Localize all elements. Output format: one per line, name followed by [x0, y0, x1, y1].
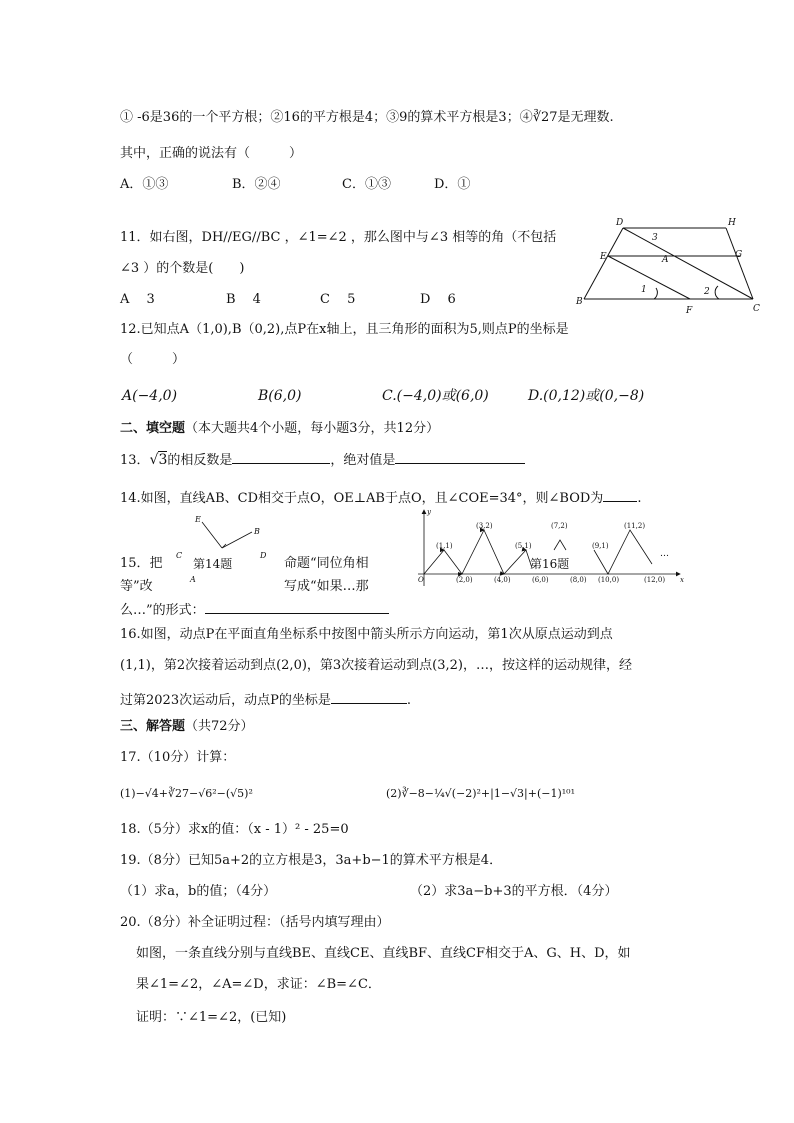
q13-blank-1[interactable] — [232, 450, 330, 464]
q18-text: 18.（5分）求x的值：（x - 1）² - 25=0 — [120, 822, 349, 837]
section-2-heading — [120, 421, 439, 437]
label-f: F — [686, 306, 693, 316]
q16-line1: 16.如图，动点P在平面直角坐标系中按图中箭头所示方向运动，第1次从原点运动到点 — [120, 627, 613, 642]
point-3-2: (3,2) — [476, 522, 493, 530]
line-ef — [608, 256, 690, 299]
line-ob — [222, 532, 252, 548]
line-db — [584, 228, 623, 299]
q15-part2: 命题“同位角相 — [284, 556, 369, 571]
q14-label-e: E — [195, 515, 201, 524]
q14-caption: 第14题 — [193, 557, 233, 571]
q11-option-b: B 4 — [226, 292, 261, 307]
label-b: B — [576, 297, 583, 307]
point-9-1: (9,1) — [592, 542, 609, 550]
q19-sub2: （2）求3a−b+3的平方根．（4分） — [410, 884, 618, 899]
q10-option-d: D．① — [434, 177, 471, 192]
label-a: A — [662, 255, 669, 265]
q10-option-c: C．①③ — [342, 177, 391, 192]
ellipsis: … — [660, 549, 669, 559]
point-1-1: (1,1) — [436, 542, 453, 550]
section-3-heading — [120, 719, 254, 735]
label-c: C — [753, 304, 760, 314]
label-g: G — [735, 250, 743, 260]
q16-coordinate-figure — [408, 506, 688, 592]
q14-blank[interactable] — [603, 488, 637, 502]
point-4-0: (4,0) — [494, 576, 511, 584]
section-3-note: （共72分） — [185, 719, 254, 734]
section-2-title: 二、填空题 — [120, 421, 186, 436]
point-8-0: (8,0) — [570, 576, 587, 584]
q20-line2: 果∠1=∠2，∠A=∠D，求证：∠B=∠C． — [136, 977, 381, 992]
point-2-0: (2,0) — [456, 576, 473, 584]
x-axis-label: x — [680, 576, 684, 584]
q14-label-c: C — [176, 551, 183, 560]
point-6-0: (6,0) — [532, 576, 549, 584]
label-d: D — [616, 218, 624, 228]
line-oe — [202, 522, 222, 548]
label-e: E — [600, 252, 607, 262]
q16-line2: (1,1)，第2次接着运动到点(2,0)，第3次接着运动到点(3,2)，…，按这样的运动规律，经 — [120, 658, 632, 673]
q14-label-a: A — [190, 575, 196, 582]
q17-expression-1: (1)−√4+∛27−√6²−(√5)² — [120, 787, 253, 800]
q13-number: 13． — [120, 453, 150, 468]
section-3-title: 三、解答题 — [120, 719, 186, 734]
q16-blank[interactable] — [331, 690, 407, 704]
q20-line3: 证明：∵∠1=∠2，(已知) — [136, 1010, 287, 1025]
q12-option-c: C.(−4,0)或(6,0) — [382, 388, 489, 404]
path-segment-2 — [554, 540, 566, 550]
path-segment-1 — [424, 530, 532, 574]
q16-caption: 第16题 — [530, 557, 570, 571]
q20-title: 20.（8分）补全证明过程：（括号内填写理由） — [120, 915, 390, 930]
angle-1-arc — [654, 288, 657, 299]
q10-statement: ① -6是36的一个平方根；②16的平方根是4；③9的算术平方根是3；④∛27是无理数. — [120, 110, 614, 125]
q15-part1: 15．把 — [120, 556, 163, 571]
line-hc — [726, 228, 753, 299]
label-angle-3: 3 — [652, 233, 658, 243]
q19-sub1: （1）求a，b的值；（4分） — [120, 884, 277, 899]
point-10-0: (10,0) — [598, 576, 620, 584]
q19-line1: 19.（8分）已知5a+2的立方根是3，3a+b−1的算术平方根是4． — [120, 853, 503, 868]
q12-option-b: B(6,0) — [258, 388, 302, 404]
q11-line2: ∠3 ）的个数是( ) — [120, 261, 245, 276]
q15-part4: 写成“如果…那 — [284, 579, 369, 594]
label-angle-2: 2 — [704, 287, 710, 297]
q15-line3 — [120, 600, 389, 619]
q10-prompt: 其中，正确的说法有（ ） — [120, 146, 303, 161]
q14-label-b: B — [254, 527, 260, 536]
point-7-2: (7,2) — [551, 522, 568, 530]
q12-option-a: A(−4,0) — [122, 388, 178, 404]
q14-label-d: D — [260, 551, 267, 560]
y-axis-label: y — [427, 508, 431, 516]
q14-text: 14.如图，直线AB、CD相交于点O，OE⊥AB于点O，且∠COE=34°，则∠BOD为 — [120, 491, 604, 506]
q10-option-a: A．①③ — [120, 177, 169, 192]
q13-sqrt: √3 — [149, 452, 168, 468]
q11-line1: 11．如右图，DH//EG//BC ，∠1=∠2 ，那么图中与∠3 相等的角（不包括 — [120, 230, 557, 245]
q11-trapezoid-figure — [570, 212, 770, 322]
label-h: H — [728, 218, 736, 228]
q17-expression-2: (2)∛−8−¼√(−2)²+|1−√3|+(−1)¹⁰¹ — [386, 787, 575, 800]
q17-title: 17.（10分）计算： — [120, 750, 236, 765]
q13-text-b: ，绝对值是 — [330, 453, 396, 468]
q13-blank-2[interactable] — [395, 450, 525, 464]
point-5-1: (5,1) — [515, 542, 532, 550]
q16-line3: 过第2023次运动后，动点P的坐标是 . — [120, 690, 411, 709]
path-segment-3 — [594, 530, 652, 574]
q11-option-c: C 5 — [320, 292, 356, 307]
q13-line — [120, 450, 525, 469]
angle-2-arc — [715, 286, 719, 299]
point-11-2: (11,2) — [624, 522, 646, 530]
origin-label: O — [418, 576, 424, 584]
q15-blank[interactable] — [205, 600, 389, 614]
section-2-note: （本大题共4个小题，每小题3分，共12分） — [185, 421, 440, 436]
q11-option-d: D 6 — [420, 292, 456, 307]
q12-prompt: （ ） — [120, 352, 186, 367]
q15-part3: 等”改 — [120, 579, 153, 594]
q10-option-b: B．②④ — [232, 177, 281, 192]
q11-option-a: A 3 — [120, 292, 155, 307]
q12-line1: 12.已知点A（1,0),B（0,2),点P在x轴上，且三角形的面积为5,则点P的坐标是 — [120, 322, 569, 337]
q15-part5: 么…”的形式： — [120, 603, 205, 618]
q20-line1: 如图，一条直线分别与直线BE、直线CE、直线BF、直线CF相交于A、G、H、D，如 — [136, 946, 631, 961]
label-angle-1: 1 — [641, 285, 647, 295]
q14-line: 14.如图，直线AB、CD相交于点O，OE⊥AB于点O，且∠COE=34°，则∠BOD为 . — [120, 488, 641, 507]
q13-text-a: 的相反数是 — [167, 453, 233, 468]
point-12-0: (12,0) — [644, 576, 666, 584]
q12-option-d: D.(0,12)或(0,−8) — [528, 388, 645, 404]
